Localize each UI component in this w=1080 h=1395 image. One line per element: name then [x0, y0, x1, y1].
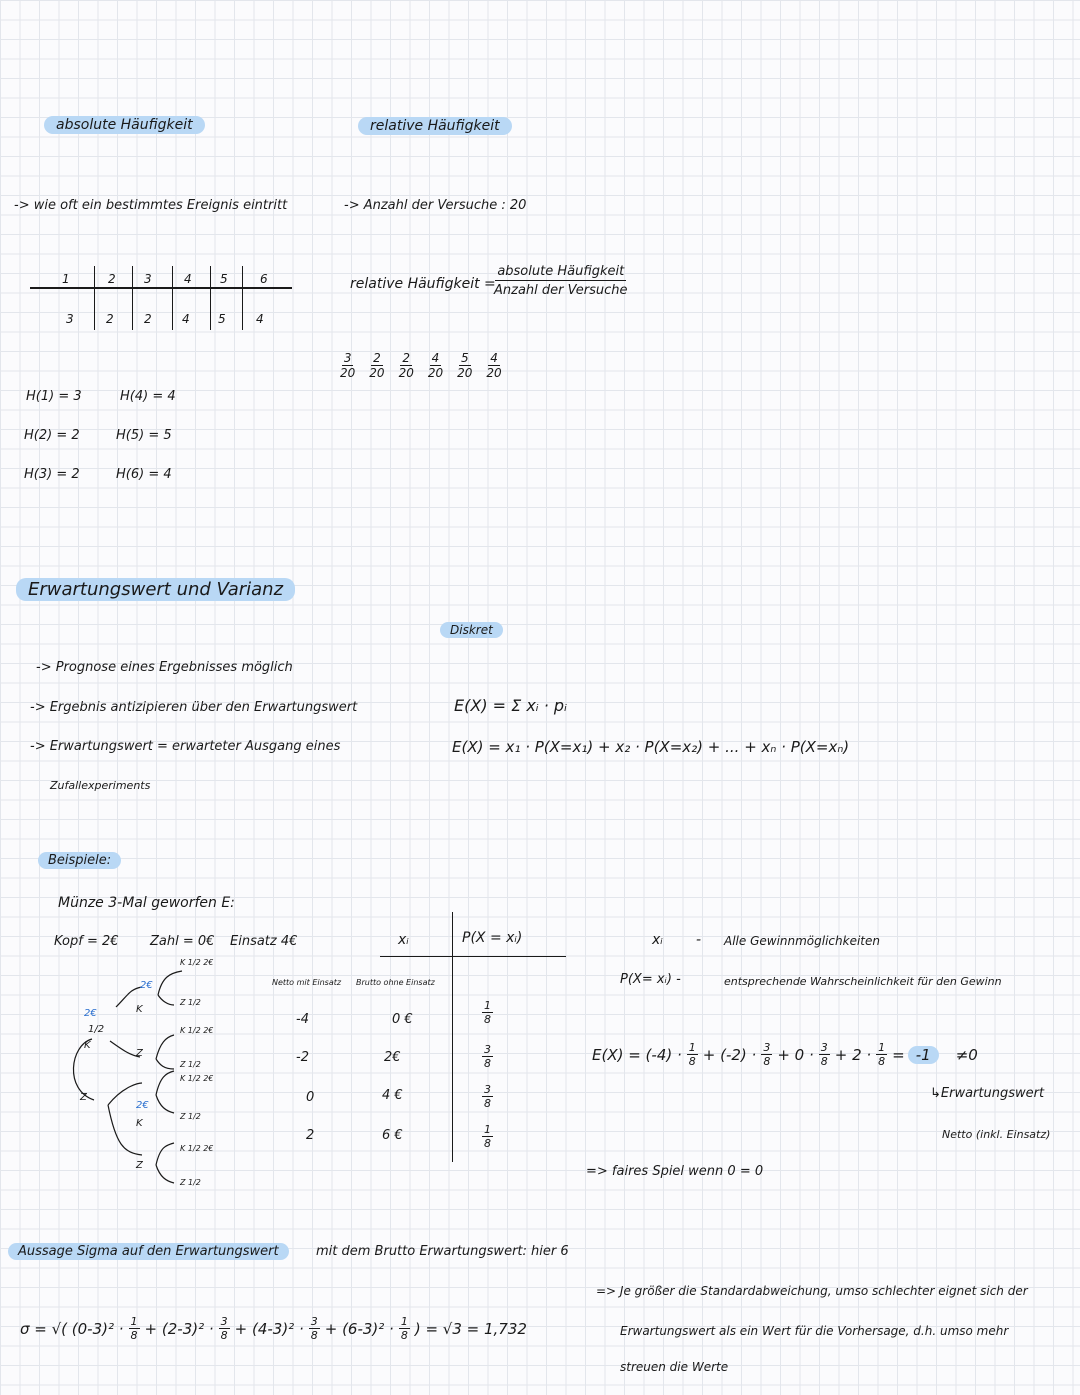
- table-cell: 5: [218, 312, 226, 326]
- brutto-column-head: Brutto ohne Einsatz: [356, 978, 435, 987]
- example-kopf: Kopf = 2€: [54, 934, 119, 949]
- probability-value: $\frac{3}{8}$: [484, 1083, 491, 1110]
- netto-value: 0: [306, 1090, 315, 1105]
- ew-formula-sum: E(X) = Σ xᵢ · pᵢ: [454, 696, 567, 715]
- tree-label-prize: 2€: [84, 1008, 97, 1019]
- fraction: $\frac{4}{20}$: [427, 351, 444, 380]
- expected-value-result: -1: [908, 1046, 939, 1064]
- value-table-rule: [380, 956, 566, 957]
- ew-point-1: -> Prognose eines Ergebnisses möglich: [36, 660, 293, 675]
- sigma-conclusion-line-2: Erwartungswert als ein Wert für die Vorhersage, d.h. umso mehr: [620, 1324, 1009, 1338]
- tree-label-prize: 2€: [136, 1100, 149, 1111]
- relative-formula-numerator: absolute Häufigkeit: [497, 264, 625, 279]
- brutto-value: 6 €: [382, 1128, 403, 1143]
- fraction: $\frac{2}{20}$: [398, 351, 414, 380]
- fraction: $\frac{3}{20}$: [340, 351, 356, 380]
- tree-branch: [156, 1071, 174, 1095]
- table-cell: 4: [182, 312, 190, 326]
- ew-point-2: -> Ergebnis antizipieren über den Erwartungswert: [30, 700, 358, 715]
- relative-formula-denominator: Anzahl der Versuche: [494, 283, 628, 298]
- probability-column-head: P(X = xᵢ): [462, 930, 523, 946]
- example-description: Münze 3-Mal geworfen E:: [58, 895, 235, 911]
- tree-label-kopf: K: [84, 1040, 91, 1051]
- relative-definition: -> Anzahl der Versuche : 20: [344, 198, 527, 213]
- table-cell: 5: [220, 272, 228, 286]
- expected-value-note-netto: Netto (inkl. Einsatz): [942, 1128, 1051, 1141]
- netto-value: -4: [296, 1012, 309, 1027]
- heading-beispiele: Beispiele:: [38, 852, 121, 869]
- sigma-subtitle: mit dem Brutto Erwartungswert: hier 6: [316, 1244, 569, 1259]
- tree-label-kopf: K: [136, 1004, 143, 1015]
- expected-value-calculation: E(X) = (-4) · $\frac{1}{8}$ + (-2) · $\frac{3}{8}$ + 0 · $\frac{3}{8}$ + 2 · $\frac{1}{8}$ = -1 ≠0: [592, 1041, 978, 1068]
- tree-label-probability: 1/2: [88, 1024, 105, 1035]
- tree-leaf: Z 1/2: [180, 1112, 201, 1121]
- ew-formula-expanded: E(X) = x₁ · P(X=x₁) + x₂ · P(X=x₂) + ... + xₙ · P(X=xₙ): [452, 738, 850, 756]
- relative-fractions: [340, 352, 502, 379]
- frequency-value: H(1) = 3: [26, 389, 82, 404]
- probability-tree: [50, 955, 250, 1195]
- tree-leaf: K 1/2 2€: [180, 1026, 214, 1035]
- table-divider: [94, 266, 95, 330]
- tree-leaf: Z 1/2: [180, 1060, 201, 1069]
- example-zahl: Zahl = 0€: [150, 934, 215, 949]
- probability-value: $\frac{1}{8}$: [484, 999, 491, 1026]
- table-cell: 4: [184, 272, 192, 286]
- table-cell: 4: [256, 312, 264, 326]
- legend-p-symbol: P(X= xᵢ) -: [620, 972, 681, 987]
- frequency-value: H(5) = 5: [116, 428, 172, 443]
- legend-xi-dash: -: [696, 932, 702, 948]
- tree-leaf: Z 1/2: [180, 998, 201, 1007]
- sigma-conclusion-line-3: streuen die Werte: [620, 1360, 729, 1374]
- probability-value: $\frac{3}{8}$: [484, 1043, 491, 1070]
- tree-label-kopf: K: [136, 1118, 143, 1129]
- table-rule: [30, 287, 292, 289]
- table-cell: 3: [66, 312, 74, 326]
- tree-leaf: Z 1/2: [180, 1178, 201, 1187]
- fraction: $\frac{2}{20}$: [369, 351, 385, 380]
- sigma-formula: σ = √( (0-3)² · $\frac{1}{8}$ + (2-3)² · $\frac{3}{8}$ + (4-3)² · $\frac{3}{8}$ + (6-3)² · $\frac{1}{8}$ ) = √3 = 1,732: [20, 1315, 527, 1342]
- netto-value: 2: [306, 1128, 315, 1143]
- tree-label-zahl: Z: [136, 1048, 143, 1059]
- tree-branch: [108, 1105, 142, 1155]
- tree-branch: [156, 1143, 174, 1165]
- ew-point-3: -> Erwartungswert = erwarteter Ausgang eines: [30, 739, 341, 754]
- table-cell: 6: [260, 272, 268, 286]
- table-divider: [132, 266, 133, 330]
- brutto-value: 2€: [384, 1050, 401, 1065]
- tree-leaf: K 1/2 2€: [180, 1144, 214, 1153]
- table-divider: [242, 266, 243, 330]
- relative-formula-lhs: relative Häufigkeit =: [350, 276, 496, 292]
- frequency-value: H(3) = 2: [24, 467, 80, 482]
- legend-xi-text: Alle Gewinnmöglichkeiten: [724, 934, 880, 948]
- table-cell: 3: [144, 272, 152, 286]
- netto-value: -2: [296, 1050, 309, 1065]
- table-divider: [172, 266, 173, 330]
- table-cell: 2: [144, 312, 152, 326]
- table-divider: [210, 266, 211, 330]
- value-table-divider: [452, 912, 453, 1162]
- table-cell: 2: [106, 312, 114, 326]
- tree-label-prize: 2€: [140, 980, 153, 991]
- relative-formula-fraction: [494, 264, 628, 298]
- legend-p-text: entsprechende Wahrscheinlichkeit für den Gewinn: [724, 975, 1002, 988]
- tree-branch: [158, 995, 174, 1005]
- table-cell: 1: [62, 272, 70, 286]
- tree-label-zahl: Z: [80, 1092, 87, 1103]
- tree-branch: [156, 1165, 174, 1183]
- example-einsatz: Einsatz 4€: [230, 934, 298, 949]
- heading-sigma: Aussage Sigma auf den Erwartungswert: [8, 1243, 289, 1260]
- probability-value: $\frac{1}{8}$: [484, 1123, 491, 1150]
- ew-point-3-cont: Zufallexperiments: [50, 779, 151, 792]
- tree-branch: [156, 1059, 174, 1069]
- table-cell: 2: [108, 272, 116, 286]
- absolute-definition: -> wie oft ein bestimmtes Ereignis eintritt: [14, 198, 288, 213]
- fraction: $\frac{4}{20}$: [486, 351, 502, 380]
- heading-absolute-haeufigkeit: absolute Häufigkeit: [44, 116, 205, 134]
- frequency-value: H(2) = 2: [24, 428, 80, 443]
- fraction: $\frac{5}{20}$: [457, 351, 473, 380]
- xi-column-head: xᵢ: [398, 932, 409, 948]
- netto-column-head: Netto mit Einsatz: [272, 978, 342, 987]
- brutto-value: 0 €: [392, 1012, 413, 1027]
- tree-branch: [158, 971, 182, 995]
- fair-game-note: => faires Spiel wenn 0 = 0: [586, 1164, 764, 1179]
- heading-diskret: Diskret: [440, 622, 503, 638]
- brutto-value: 4 €: [382, 1088, 403, 1103]
- tree-label-zahl: Z: [136, 1160, 143, 1171]
- legend-xi-symbol: xᵢ: [652, 932, 663, 948]
- heading-relative-haeufigkeit: relative Häufigkeit: [358, 117, 512, 135]
- frequency-value: H(6) = 4: [116, 467, 172, 482]
- tree-branch: [156, 1095, 174, 1113]
- sigma-conclusion-line-1: => Je größer die Standardabweichung, umso schlechter eignet sich der: [596, 1284, 1028, 1298]
- expected-value-note: ↳Erwartungswert: [930, 1086, 1045, 1101]
- tree-leaf: K 1/2 2€: [180, 1074, 214, 1083]
- tree-branch: [156, 1035, 174, 1059]
- frequency-value: H(4) = 4: [120, 389, 176, 404]
- tree-leaf: K 1/2 2€: [180, 958, 214, 967]
- heading-erwartungswert: Erwartungswert und Varianz: [16, 578, 295, 601]
